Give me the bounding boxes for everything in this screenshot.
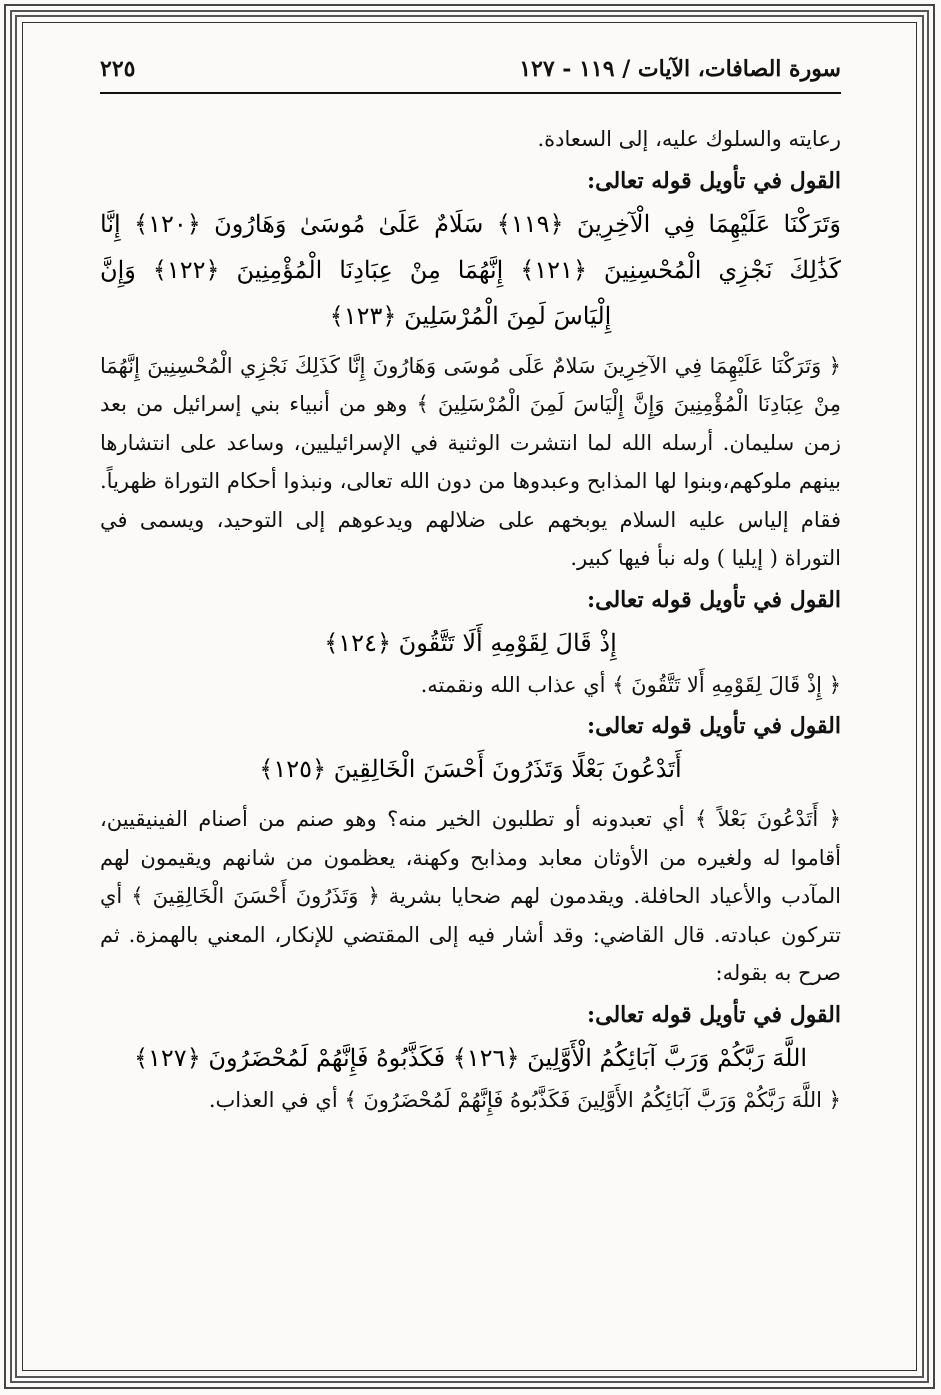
commentary-paragraph: ﴿ إِذْ قَالَ لِقَوْمِهِ أَلا تَتَّقُونَ ﴾ أي عذاب الله ونقمته. bbox=[420, 672, 841, 697]
paragraph-continuation: رعايته والسلوك عليه، إلى السعادة. bbox=[537, 127, 841, 151]
section-heading: القول في تأويل قوله تعالى: bbox=[587, 586, 841, 613]
commentary-paragraph: ﴿ اللَّهَ رَبَّكُمْ وَرَبَّ آبَائِكُمُ الأَوَّلِينَ فَكَذَّبُوهُ فَإِنَّهُمْ لَمُحْضَرُونَ ﴾ أي في العذاب. bbox=[208, 1087, 841, 1112]
commentary-paragraph: ﴿ وَتَرَكْنَا عَلَيْهِمَا فِي الآخِرِينَ سَلامٌ عَلَى مُوسَى وَهَارُونَ إِنَّا كَذَلِكَ نَجْزِي الْمُحْسِنِينَ إِنَّهُمَا مِنْ عِبَادِنَا الْمُؤْمِنِينَ وَإِنَّ إِلْيَاسَ لَمِنَ الْمُرْسَلِينَ ﴾ وهو من أنبياء بني إسرائيل من بعد زمن سليمان. أرسله الله لما انتشرت الوثنية في الإسرائيليين، وساعد على انتشارها بينهم ملوكهم،وبنوا لها المذابح وعبدوها من دون الله تعالى، ونبذوا أحكام التوراة ظهرياً. فقام إلياس عليه السلام يوبخهم على ضلالهم ويدعوهم إلى التوحيد، ويسمى في التوراة ( إيليا ) وله نبأ فيها كبير. bbox=[100, 353, 841, 570]
section-heading: القول في تأويل قوله تعالى: bbox=[587, 1001, 841, 1028]
quran-verse-line: أَتَدْعُونَ بَعْلًا وَتَذَرُونَ أَحْسَنَ الْخَالِقِينَ ﴿١٢٥﴾ bbox=[259, 755, 682, 783]
quran-verse-line: اللَّهَ رَبَّكُمْ وَرَبَّ آبَائِكُمُ الْأَوَّلِينَ ﴿١٢٦﴾ فَكَذَّبُوهُ فَإِنَّهُمْ لَمُحْضَرُونَ ﴿١٢٧﴾ bbox=[133, 1043, 808, 1072]
quran-verse-line: إِذْ قَالَ لِقَوْمِهِ أَلَا تَتَّقُونَ ﴿١٢٤﴾ bbox=[324, 628, 617, 657]
quran-verse-line: إِلْيَاسَ لَمِنَ الْمُرْسَلِينَ ﴿١٢٣﴾ bbox=[329, 301, 612, 330]
quran-verse-line: كَذَٰلِكَ نَجْزِي الْمُحْسِنِينَ ﴿١٢١﴾ إِنَّهُمَا مِنْ عِبَادِنَا الْمُؤْمِنِينَ ﴿١٢٢﴾ وَإِنَّ bbox=[100, 255, 841, 284]
page-body bbox=[100, 120, 841, 1119]
quran-verse-line: وَتَرَكْنَا عَلَيْهِمَا فِي الْآخِرِينَ ﴿١١٩﴾ سَلَامٌ عَلَىٰ مُوسَىٰ وَهَارُونَ ﴿١٢٠﴾ إِنَّا bbox=[100, 209, 842, 238]
page-number: ٢٢٥ bbox=[100, 56, 136, 82]
commentary-paragraph: ﴿ أَتَدْعُونَ بَعْلاً ﴾ أي تعبدونه أو تطلبون الخير منه؟ وهو صنم من أصنام الفينيقيين، أقاموا له ولغيره من الأوثان معابد ومذابح وكهنة، يعظمون من شانهم ويقيمون لهم المآدب والأعياد الحافلة. ويقدمون لهم ضحايا بشرية ﴿ وَتَذَرُونَ أَحْسَنَ الْخَالِقِينَ ﴾ أي تتركون عبادته. قال القاضي: وقد أشار فيه إلى المقتضي للإنكار، المعني بالهمزة. ثم صرح به بقوله: bbox=[100, 807, 841, 985]
section-heading: القول في تأويل قوله تعالى: bbox=[587, 167, 841, 194]
running-title: سورة الصافات، الآيات / ١١٩ - ١٢٧ bbox=[519, 56, 841, 82]
page-header bbox=[100, 52, 841, 94]
section-heading: القول في تأويل قوله تعالى: bbox=[587, 713, 841, 739]
